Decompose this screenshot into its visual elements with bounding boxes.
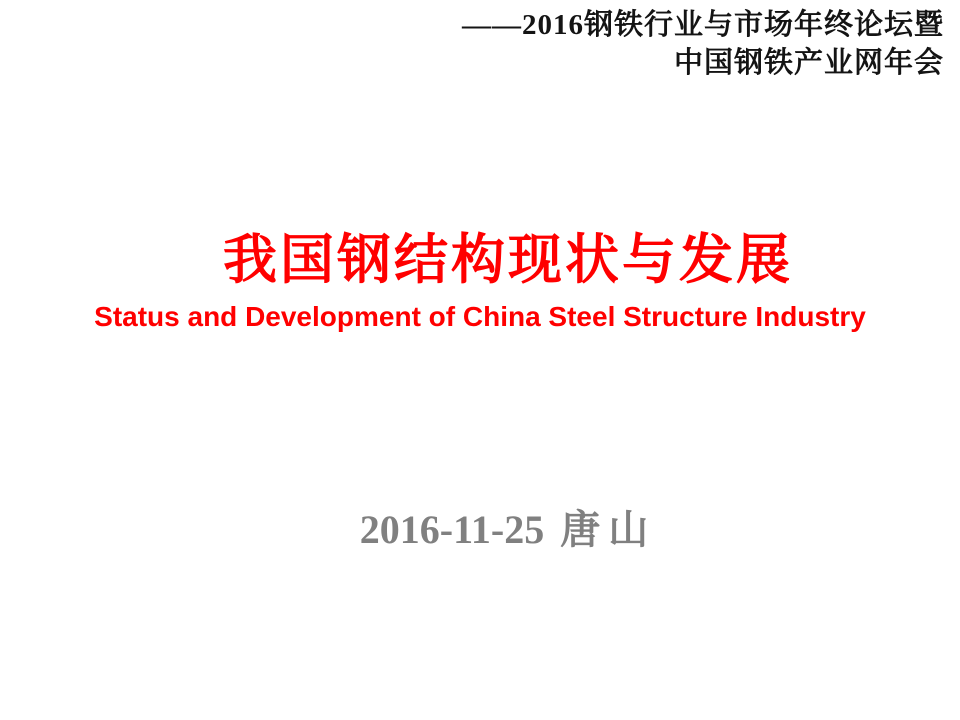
slide-location: 唐山	[560, 507, 657, 552]
slide-title-english: Status and Development of China Steel Structure Industry	[94, 301, 866, 332]
conference-header-line2: 中国钢铁产业网年会	[673, 47, 944, 79]
date-location-line	[28, 506, 960, 554]
slide-date: 2016-11-25	[359, 507, 545, 552]
conference-header	[462, 6, 944, 82]
slide-title-chinese: 我国钢结构现状与发展	[223, 230, 793, 290]
conference-header-line1: ——2016钢铁行业与市场年终论坛暨	[461, 9, 944, 41]
